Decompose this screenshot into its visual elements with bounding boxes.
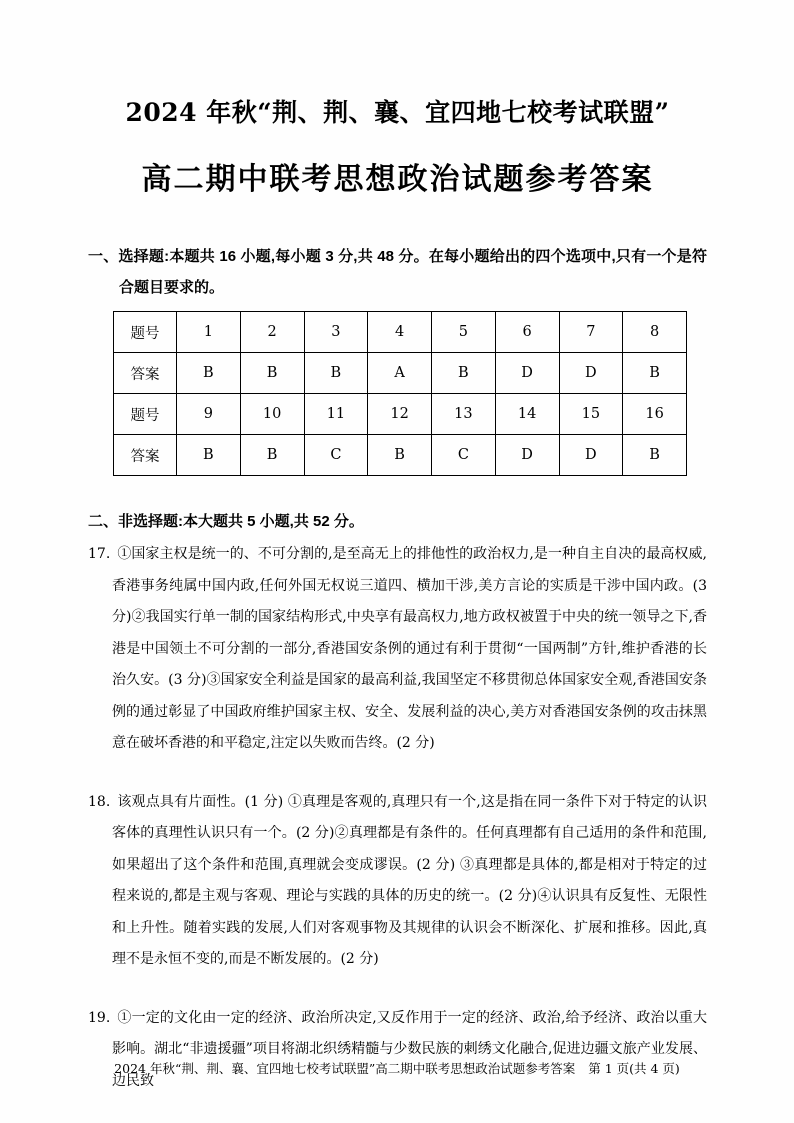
- answer-cell: B: [177, 353, 241, 394]
- question-number-cell: 13: [432, 394, 496, 435]
- answer-cell: D: [559, 353, 623, 394]
- answer-cell: D: [495, 353, 559, 394]
- question-number-cell: 8: [623, 312, 687, 353]
- answer-cell: B: [304, 353, 368, 394]
- question-number-cell: 12: [368, 394, 432, 435]
- answer-cell: B: [240, 435, 304, 476]
- answer-cell: B: [240, 353, 304, 394]
- question-number-cell: 2: [240, 312, 304, 353]
- table-row-answers-1-8: [114, 353, 687, 394]
- question-number-cell: 11: [304, 394, 368, 435]
- answer-cell: A: [368, 353, 432, 394]
- answer-cell: D: [559, 435, 623, 476]
- question-number-cell: 10: [240, 394, 304, 435]
- table-row-question-numbers-9-16: [114, 394, 687, 435]
- question-number: 18.: [88, 793, 111, 810]
- question-answer-text: 该观点具有片面性。(1 分) ①真理是客观的,真理只有一个,这是指在同一条件下对于特定的认识客体的真理性认识只有一个。(2 分)②真理都是有条件的。任何真理都有自己适用的条件和范围,如果超出了这个条件和范围,真理就会变成谬误。(2 分) ③真理都是具体的,都是相对于特定的过程来说的,都是主观与客观、理论与实践的具体的历史的统一。(2 分)④认识具有反复性、无限性和上升性。随着实践的发展,人们对客观事物及其规律的认识会不断深化、扩展和推移。因此,真理不是永恒不变的,而是不断发展的。(2 分): [112, 793, 707, 967]
- answer-key-title: 高二期中联考思想政治试题参考答案: [141, 163, 654, 196]
- question-number-cell: 9: [177, 394, 241, 435]
- answer-cell: B: [623, 353, 687, 394]
- question-number-cell: 1: [177, 312, 241, 353]
- question-answer-text: ①一定的文化由一定的经济、政治所决定,又反作用于一定的经济、政治,给予经济、政治以重大影响。湖北“非遗援疆”项目将湖北织绣精髓与少数民族的刺绣文化融合,促进边疆文旅产业发展、边民致: [112, 1009, 707, 1089]
- question-number-cell: 7: [559, 312, 623, 353]
- exam-league-title: 2024 年秋“荆、荆、襄、宜四地七校考试联盟”: [125, 98, 670, 127]
- answer-cell: B: [432, 353, 496, 394]
- free-response-answers: [88, 539, 707, 1097]
- question-number-cell: 3: [304, 312, 368, 353]
- row-label-cell: 答案: [114, 353, 177, 394]
- row-label-cell: 答案: [114, 435, 177, 476]
- answer-table: [113, 311, 687, 476]
- page-footer: [0, 1059, 794, 1079]
- question-number-cell: 15: [559, 394, 623, 435]
- question-number-cell: 5: [432, 312, 496, 353]
- question-answer-text: ①国家主权是统一的、不可分割的,是至高无上的排他性的政治权力,是一种自主自决的最高权威,香港事务纯属中国内政,任何外国无权说三道四、横加干涉,美方言论的实质是干涉中国内政。(3 分)②我国实行单一制的国家结构形式,中央享有最高权力,地方政权被置于中央的统一领导之下,香港是中国领土不可分割的一部分,香港国安条例的通过有利于贯彻“一国两制”方针,维护香港的长治久安。(3 分)③国家安全利益是国家的最高利益,我国坚定不移贯彻总体国家安全观,香港国安条例的通过彰显了中国政府维护国家主权、安全、发展利益的决心,美方对香港国安条例的攻击抹黑意在破坏香港的和平稳定,注定以失败而告终。(2 分): [112, 546, 707, 751]
- question-17-answer: [88, 539, 707, 760]
- choice-section-heading: 一、选择题:本题共 16 小题,每小题 3 分,共 48 分。在每小题给出的四个选项中,只有一个是符合题目要求的。: [88, 248, 707, 296]
- question-number-cell: 6: [495, 312, 559, 353]
- question-number-cell: 16: [623, 394, 687, 435]
- question-number-cell: 14: [495, 394, 559, 435]
- question-number-cell: 4: [368, 312, 432, 353]
- table-row-question-numbers-1-8: [114, 312, 687, 353]
- answer-cell: B: [368, 435, 432, 476]
- answer-cell: D: [495, 435, 559, 476]
- question-18-answer: [88, 787, 707, 976]
- answer-cell: B: [177, 435, 241, 476]
- footer-title-text: 2024 年秋“荆、荆、襄、宜四地七校考试联盟”高二期中联考思想政治试题参考答案: [114, 1061, 576, 1076]
- question-number: 19.: [88, 1009, 111, 1026]
- answer-cell: C: [432, 435, 496, 476]
- row-label-cell: 题号: [114, 394, 177, 435]
- answer-cell: C: [304, 435, 368, 476]
- free-response-section-heading: 二、非选择题:本大题共 5 小题,共 52 分。: [88, 513, 364, 530]
- table-row-answers-9-16: [114, 435, 687, 476]
- question-number: 17.: [88, 546, 111, 562]
- footer-page-number: 第 1 页(共 4 页): [588, 1061, 680, 1076]
- question-19-answer: [88, 1003, 707, 1098]
- answer-cell: B: [623, 435, 687, 476]
- row-label-cell: 题号: [114, 312, 177, 353]
